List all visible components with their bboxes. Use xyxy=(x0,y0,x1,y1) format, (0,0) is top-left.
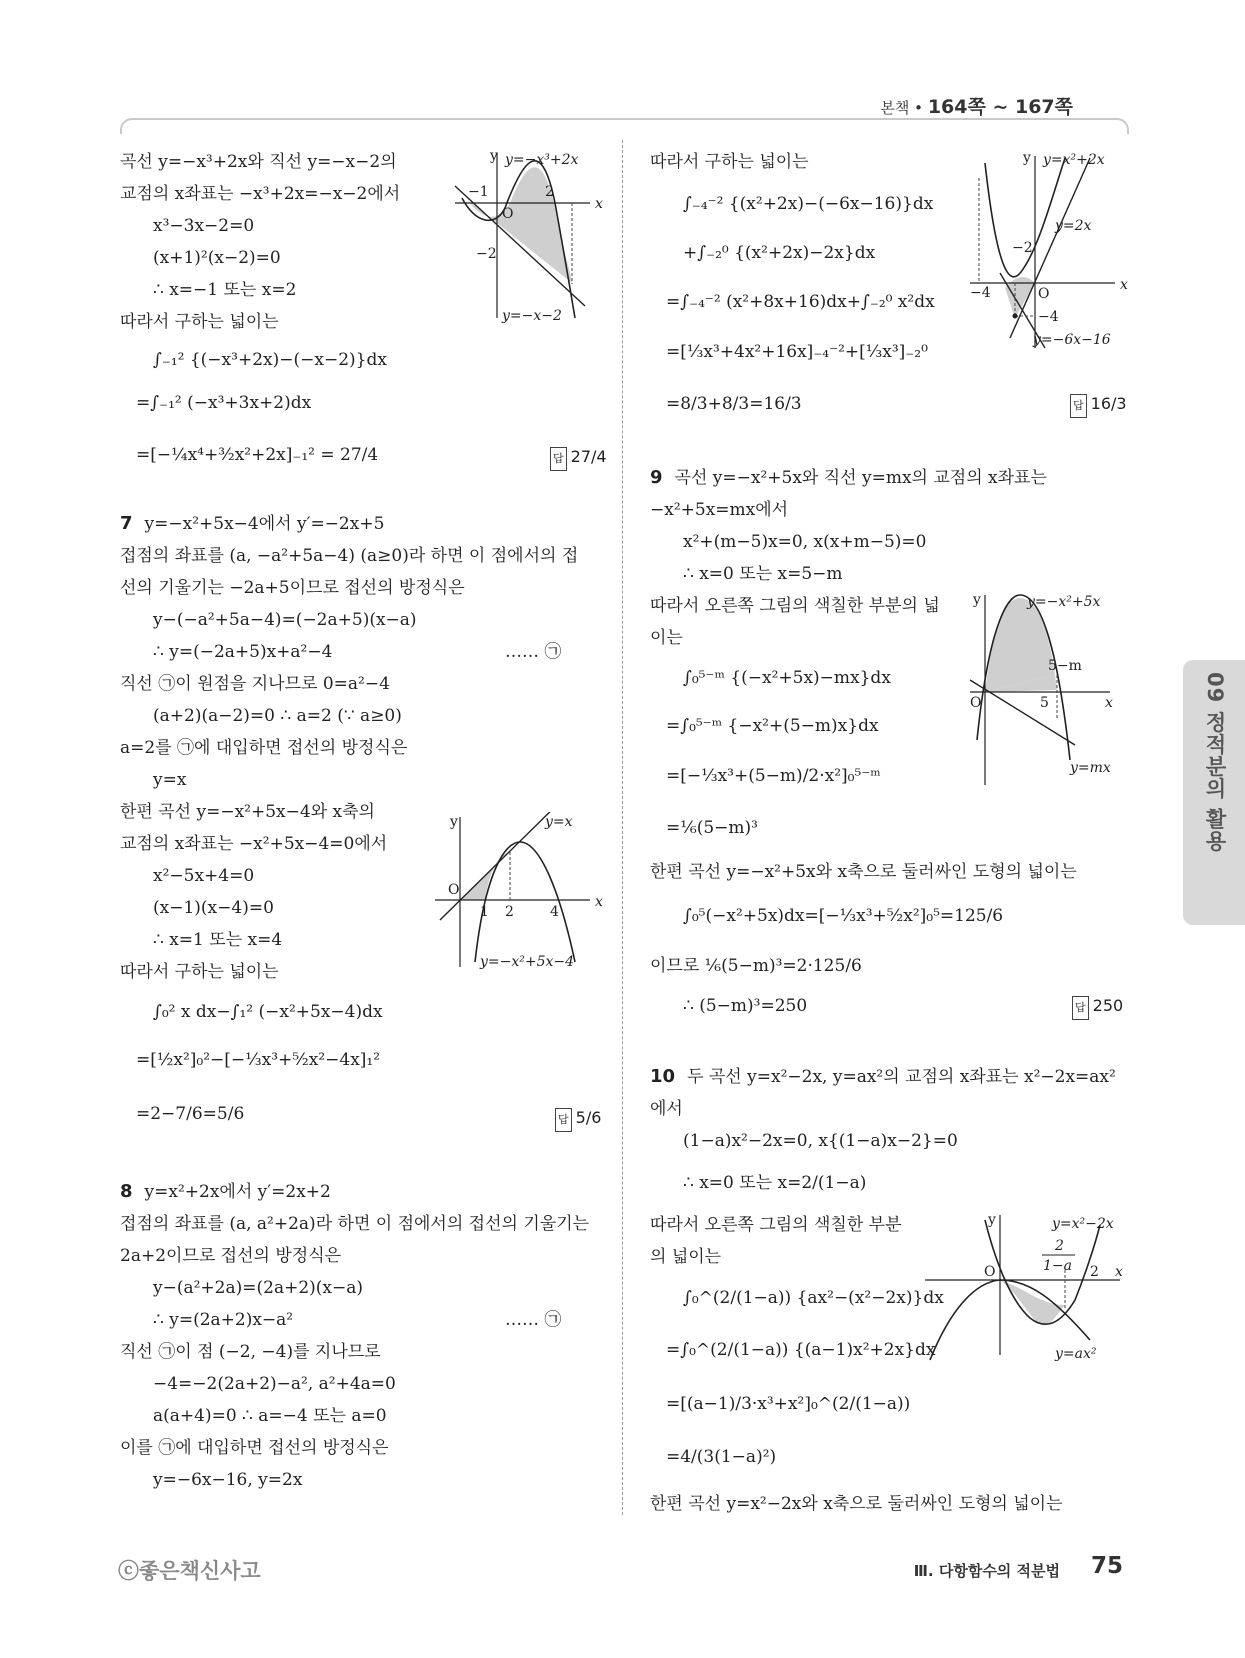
tick-label: 2 xyxy=(1090,1264,1099,1280)
text-line: 한편 곡선 y=−x²+5x−4와 x축의 xyxy=(120,802,375,822)
page-number: 75 xyxy=(1090,1553,1123,1579)
line-label: y=x xyxy=(545,814,573,830)
text-line: 접점의 좌표를 (a, −a²+5a−4) (a≥0)라 하면 이 점에서의 접 xyxy=(120,546,579,566)
tick-label: −4 xyxy=(1038,309,1059,325)
problem-10-head: 10 두 곡선 y=x²−2x, y=ax²의 교점의 x좌표는 x²−2x=ax² xyxy=(650,1066,1116,1087)
publisher-logo: ⓒ좋은책신사고 xyxy=(118,1559,261,1583)
equation-line: ∫₀^(2/(1−a)) {ax²−(x²−2x)}dx xyxy=(683,1288,944,1308)
equation-line: +∫₋₂⁰ {(x²+2x)−2x}dx xyxy=(683,243,876,263)
text-line: 따라서 오른쪽 그림의 색칠한 부분 xyxy=(650,1215,902,1235)
equation-line: =[−⅓x³+(5−m)/2·x²]₀⁵⁻ᵐ xyxy=(666,766,881,786)
problem-number: 10 xyxy=(650,1066,676,1087)
x-label: x xyxy=(595,196,603,212)
column-divider xyxy=(622,140,623,1515)
equation-line: =∫₀^(2/(1−a)) {(a−1)x²+2x}dx xyxy=(666,1340,936,1360)
tick-label: 2 xyxy=(545,184,554,200)
equation-line: ∴ x=0 또는 x=2/(1−a) xyxy=(683,1173,867,1193)
equation-line: (x+1)²(x−2)=0 xyxy=(153,248,281,268)
problem-number: 8 xyxy=(120,1181,133,1202)
tick-label: 2 xyxy=(505,904,514,920)
text-line: 에서 xyxy=(650,1099,683,1119)
equation-line: x²−5x+4=0 xyxy=(153,866,255,886)
origin-label: O xyxy=(502,206,514,222)
curve-label: y=−x²+5x−4 xyxy=(480,954,575,970)
problem-number: 7 xyxy=(120,513,133,534)
y-label: y xyxy=(988,1212,996,1228)
equation-line: a(a+4)=0 ∴ a=−4 또는 a=0 xyxy=(153,1406,387,1426)
parabola-curve xyxy=(475,842,575,962)
text-line: 한편 곡선 y=x²−2x와 x축으로 둘러싸인 도형의 넓이는 xyxy=(650,1494,1063,1514)
tick-label: −2 xyxy=(1012,240,1033,256)
chapter-tab-label: 09 정적분의 활용 xyxy=(1203,672,1227,852)
text-line: 한편 곡선 y=−x²+5x와 x축으로 둘러싸인 도형의 넓이는 xyxy=(650,862,1077,882)
tangent-point xyxy=(1013,314,1018,319)
origin-label: O xyxy=(448,882,460,898)
graph-two-parabolas xyxy=(920,1210,1135,1365)
frac-denominator: 1−a xyxy=(1043,1258,1072,1274)
equation-line: (1−a)x²−2x=0, x{(1−a)x−2}=0 xyxy=(683,1131,958,1151)
equation-line: ∫₀² x dx−∫₁² (−x²+5x−4)dx xyxy=(153,1002,383,1022)
parabola-curve xyxy=(985,158,1065,277)
problem-7-head: 7 y=−x²+5x−4에서 y′=−2x+5 xyxy=(120,513,385,534)
equation-line: =⅙(5−m)³ xyxy=(666,818,758,838)
equation-line: ∴ (5−m)³=250 xyxy=(683,996,808,1016)
equation-line: =2−7/6=5/6 xyxy=(136,1104,245,1124)
origin-label: O xyxy=(1038,286,1050,302)
text-line: 따라서 오른쪽 그림의 색칠한 부분의 넓 xyxy=(650,596,940,616)
graph-tangent-parabola xyxy=(430,812,610,972)
equation-line: =4/(3(1−a)²) xyxy=(666,1447,777,1467)
equation-line: y−(−a²+5a−4)=(−2a+5)(x−a) xyxy=(153,610,417,630)
text-line: 따라서 구하는 넓이는 xyxy=(650,152,809,172)
answer-6: 답 27/4 xyxy=(550,446,607,471)
header-book-label: 본책 xyxy=(880,99,910,117)
equation-line: ∴ x=−1 또는 x=2 xyxy=(153,280,297,300)
answer-box: 답 xyxy=(1070,394,1087,418)
equation-line: (x−1)(x−4)=0 xyxy=(153,898,274,918)
y-label: y xyxy=(490,148,498,164)
problem-8-head: 8 y=x²+2x에서 y′=2x+2 xyxy=(120,1181,331,1202)
text-line: 2a+2이므로 접선의 방정식은 xyxy=(120,1246,342,1266)
equation-line: ∴ x=1 또는 x=4 xyxy=(153,930,283,950)
equation-line: y−(a²+2a)=(2a+2)(x−a) xyxy=(153,1278,364,1298)
graph-parabola-line-m xyxy=(965,590,1125,790)
curve-label: y=−x³+2x xyxy=(505,152,579,168)
y-label: y xyxy=(450,814,458,830)
origin-label: O xyxy=(984,1264,996,1280)
tick-label: −4 xyxy=(970,285,991,301)
answer-7: 답 5/6 xyxy=(555,1107,601,1132)
equation-line: =∫₋₁² (−x³+3x+2)dx xyxy=(136,393,312,413)
y-label: y xyxy=(1023,150,1031,166)
equation-line: =8/3+8/3=16/3 xyxy=(666,394,802,414)
graph-parabola-two-tangents xyxy=(965,148,1130,353)
footer-section: Ⅲ. 다항함수의 적분법 xyxy=(913,1562,1060,1580)
equation-line: y=x xyxy=(153,770,187,790)
graph-cubic-line xyxy=(450,148,615,328)
text-line: −x²+5x=mx에서 xyxy=(650,500,789,520)
curve1-label: y=x²−2x xyxy=(1052,1216,1114,1232)
text-line: 이는 xyxy=(650,628,683,648)
text-line: 의 넓이는 xyxy=(650,1247,722,1267)
equation-marker: …… ㉠ xyxy=(505,642,562,662)
tick-label: 4 xyxy=(550,904,559,920)
text-line: 따라서 구하는 넓이는 xyxy=(120,962,279,982)
tick-label: 5−m xyxy=(1048,658,1082,674)
equation-line: 이므로 ⅙(5−m)³=2·125/6 xyxy=(650,956,862,976)
equation-line: =∫₋₄⁻² (x²+8x+16)dx+∫₋₂⁰ x²dx xyxy=(666,292,935,312)
text-line: 따라서 구하는 넓이는 xyxy=(120,312,279,332)
shaded-region xyxy=(1000,1280,1065,1325)
text-line: 선의 기울기는 −2a+5이므로 접선의 방정식은 xyxy=(120,578,465,598)
equation-line: ∴ y=(−2a+5)x+a²−4 xyxy=(153,642,333,662)
text-line: 직선 ㉠이 점 (−2, −4)를 지나므로 xyxy=(120,1342,381,1362)
curve-label: y=−x²+5x xyxy=(1027,594,1101,610)
answer-box: 답 xyxy=(555,1108,572,1132)
tick-label: −1 xyxy=(468,184,489,200)
equation-line: x²+(m−5)x=0, x(x+m−5)=0 xyxy=(683,532,927,552)
line1-label: y=2x xyxy=(1055,218,1092,234)
equation-line: =[−¼x⁴+³⁄₂x²+2x]₋₁² = 27/4 xyxy=(136,445,379,465)
x-label: x xyxy=(1105,695,1113,711)
header-bullet: • xyxy=(914,99,924,117)
frac-numerator: 2 xyxy=(1055,1238,1064,1254)
origin-label: O xyxy=(970,695,982,711)
equation-marker: …… ㉠ xyxy=(505,1310,562,1330)
answer-8: 답 16/3 xyxy=(1070,393,1127,418)
curve2-label: y=ax² xyxy=(1055,1346,1097,1362)
equation-line: y=−6x−16, y=2x xyxy=(153,1470,303,1490)
text-line: a=2를 ㉠에 대입하면 접선의 방정식은 xyxy=(120,738,408,758)
problem-number: 9 xyxy=(650,467,663,488)
equation-line: =[(a−1)/3·x³+x²]₀^(2/(1−a)) xyxy=(666,1394,911,1414)
tick-label: 5 xyxy=(1040,695,1049,711)
answer-9: 답 250 xyxy=(1072,995,1123,1020)
x-label: x xyxy=(1120,277,1128,293)
header-rule xyxy=(120,118,1129,134)
equation-line: x³−3x−2=0 xyxy=(153,216,255,236)
line-label: y=mx xyxy=(1070,760,1111,776)
text-line: 교점의 x좌표는 −x³+2x=−x−2에서 xyxy=(120,184,401,204)
answer-box: 답 xyxy=(1072,996,1089,1020)
equation-line: −4=−2(2a+2)−a², a²+4a=0 xyxy=(153,1374,396,1394)
answer-box: 답 xyxy=(550,447,567,471)
equation-line: ∫₀⁵⁻ᵐ {(−x²+5x)−mx}dx xyxy=(683,668,891,688)
text-line: 곡선 y=−x³+2x와 직선 y=−x−2의 xyxy=(120,152,397,172)
equation-line: ∫₋₁² {(−x³+2x)−(−x−2)}dx xyxy=(153,350,387,370)
text-line: 교점의 x좌표는 −x²+5x−4=0에서 xyxy=(120,834,388,854)
y-label: y xyxy=(973,592,981,608)
text-line: 접점의 좌표를 (a, a²+2a)라 하면 이 점에서의 접선의 기울기는 xyxy=(120,1214,590,1234)
text-line: 직선 ㉠이 원점을 지나므로 0=a²−4 xyxy=(120,674,390,694)
equation-line: ∫₋₄⁻² {(x²+2x)−(−6x−16)}dx xyxy=(683,194,934,214)
equation-line: ∫₀⁵(−x²+5x)dx=[−⅓x³+⁵⁄₂x²]₀⁵=125/6 xyxy=(683,906,1004,926)
equation-line: ∴ x=0 또는 x=5−m xyxy=(683,564,843,584)
tick-label: −2 xyxy=(476,246,497,262)
line-label: y=−x−2 xyxy=(502,308,562,324)
x-label: x xyxy=(595,894,603,910)
equation-line: =∫₀⁵⁻ᵐ {−x²+(5−m)x}dx xyxy=(666,716,879,736)
equation-line: ∴ y=(2a+2)x−a² xyxy=(153,1310,294,1330)
text-line: 이를 ㉠에 대입하면 접선의 방정식은 xyxy=(120,1438,389,1458)
line2-label: y=−6x−16 xyxy=(1033,332,1111,348)
curve-label: y=x²+2x xyxy=(1043,152,1105,168)
equation-line: =[½x²]₀²−[−⅓x³+⁵⁄₂x²−4x]₁² xyxy=(136,1050,381,1070)
header-page-reference xyxy=(880,92,1073,119)
header-pages: 164쪽 ~ 167쪽 xyxy=(927,96,1073,118)
equation-line: (a+2)(a−2)=0 ∴ a=2 (∵ a≥0) xyxy=(153,706,402,726)
problem-9-head: 9 곡선 y=−x²+5x와 직선 y=mx의 교점의 x좌표는 xyxy=(650,467,1047,488)
x-label: x xyxy=(1115,1264,1123,1280)
tick-label: 1 xyxy=(480,904,489,920)
equation-line: =[⅓x³+4x²+16x]₋₄⁻²+[⅓x³]₋₂⁰ xyxy=(666,342,928,362)
